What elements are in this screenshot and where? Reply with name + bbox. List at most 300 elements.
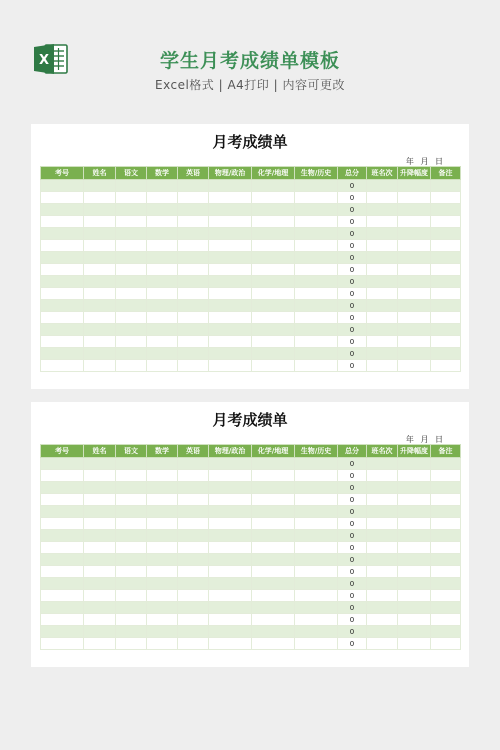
total-cell[interactable]: 0 — [338, 324, 367, 336]
table-cell[interactable] — [41, 324, 84, 336]
total-cell[interactable]: 0 — [338, 192, 367, 204]
table-cell[interactable] — [252, 240, 295, 252]
table-cell[interactable] — [116, 324, 147, 336]
table-cell[interactable] — [116, 602, 147, 614]
table-cell[interactable] — [209, 542, 252, 554]
table-cell[interactable] — [178, 240, 209, 252]
table-cell[interactable] — [295, 288, 338, 300]
table-cell[interactable] — [116, 336, 147, 348]
table-cell[interactable] — [116, 252, 147, 264]
table-cell[interactable] — [398, 192, 431, 204]
table-cell[interactable] — [431, 578, 461, 590]
table-cell[interactable] — [209, 518, 252, 530]
table-cell[interactable] — [84, 360, 116, 372]
table-cell[interactable] — [84, 518, 116, 530]
table-cell[interactable] — [116, 530, 147, 542]
table-cell[interactable] — [398, 494, 431, 506]
total-cell[interactable]: 0 — [338, 506, 367, 518]
table-cell[interactable] — [84, 590, 116, 602]
table-cell[interactable] — [252, 566, 295, 578]
table-cell[interactable] — [41, 494, 84, 506]
table-cell[interactable] — [252, 228, 295, 240]
table-cell[interactable] — [116, 626, 147, 638]
total-cell[interactable]: 0 — [338, 458, 367, 470]
table-cell[interactable] — [295, 614, 338, 626]
table-cell[interactable] — [147, 638, 178, 650]
table-cell[interactable] — [295, 300, 338, 312]
table-cell[interactable] — [178, 312, 209, 324]
table-cell[interactable] — [116, 300, 147, 312]
table-cell[interactable] — [84, 470, 116, 482]
table-cell[interactable] — [367, 360, 398, 372]
table-cell[interactable] — [41, 566, 84, 578]
table-cell[interactable] — [367, 542, 398, 554]
table-cell[interactable] — [41, 470, 84, 482]
table-cell[interactable] — [178, 578, 209, 590]
table-cell[interactable] — [431, 518, 461, 530]
table-cell[interactable] — [367, 312, 398, 324]
table-cell[interactable] — [252, 458, 295, 470]
table-cell[interactable] — [431, 602, 461, 614]
table-cell[interactable] — [209, 336, 252, 348]
table-cell[interactable] — [41, 240, 84, 252]
table-cell[interactable] — [147, 494, 178, 506]
table-cell[interactable] — [295, 276, 338, 288]
table-cell[interactable] — [178, 518, 209, 530]
table-cell[interactable] — [116, 506, 147, 518]
table-cell[interactable] — [431, 180, 461, 192]
table-cell[interactable] — [178, 360, 209, 372]
table-cell[interactable] — [252, 470, 295, 482]
table-cell[interactable] — [252, 288, 295, 300]
table-cell[interactable] — [209, 204, 252, 216]
table-cell[interactable] — [84, 336, 116, 348]
table-cell[interactable] — [252, 554, 295, 566]
table-cell[interactable] — [41, 336, 84, 348]
table-cell[interactable] — [147, 518, 178, 530]
table-cell[interactable] — [147, 614, 178, 626]
table-cell[interactable] — [398, 638, 431, 650]
table-cell[interactable] — [84, 614, 116, 626]
table-cell[interactable] — [252, 192, 295, 204]
table-cell[interactable] — [178, 542, 209, 554]
total-cell[interactable]: 0 — [338, 590, 367, 602]
table-cell[interactable] — [178, 626, 209, 638]
table-cell[interactable] — [147, 458, 178, 470]
table-cell[interactable] — [295, 360, 338, 372]
table-cell[interactable] — [252, 216, 295, 228]
table-cell[interactable] — [116, 458, 147, 470]
table-cell[interactable] — [252, 626, 295, 638]
table-cell[interactable] — [398, 324, 431, 336]
table-cell[interactable] — [209, 470, 252, 482]
table-cell[interactable] — [431, 614, 461, 626]
total-cell[interactable]: 0 — [338, 252, 367, 264]
table-cell[interactable] — [367, 506, 398, 518]
table-cell[interactable] — [295, 590, 338, 602]
table-cell[interactable] — [209, 626, 252, 638]
table-cell[interactable] — [209, 240, 252, 252]
table-cell[interactable] — [147, 240, 178, 252]
table-cell[interactable] — [252, 204, 295, 216]
table-cell[interactable] — [295, 252, 338, 264]
table-cell[interactable] — [367, 494, 398, 506]
table-cell[interactable] — [398, 614, 431, 626]
table-cell[interactable] — [295, 336, 338, 348]
table-cell[interactable] — [147, 470, 178, 482]
table-cell[interactable] — [398, 590, 431, 602]
total-cell[interactable]: 0 — [338, 348, 367, 360]
table-cell[interactable] — [209, 614, 252, 626]
table-cell[interactable] — [116, 566, 147, 578]
table-cell[interactable] — [178, 336, 209, 348]
table-cell[interactable] — [367, 518, 398, 530]
table-cell[interactable] — [367, 192, 398, 204]
table-cell[interactable] — [367, 590, 398, 602]
table-cell[interactable] — [178, 494, 209, 506]
total-cell[interactable]: 0 — [338, 578, 367, 590]
table-cell[interactable] — [431, 530, 461, 542]
table-cell[interactable] — [147, 276, 178, 288]
total-cell[interactable]: 0 — [338, 542, 367, 554]
table-cell[interactable] — [398, 542, 431, 554]
table-cell[interactable] — [252, 336, 295, 348]
table-cell[interactable] — [209, 494, 252, 506]
table-cell[interactable] — [147, 252, 178, 264]
table-cell[interactable] — [41, 288, 84, 300]
table-cell[interactable] — [431, 626, 461, 638]
table-cell[interactable] — [431, 264, 461, 276]
table-cell[interactable] — [431, 240, 461, 252]
table-cell[interactable] — [398, 300, 431, 312]
table-cell[interactable] — [178, 590, 209, 602]
table-cell[interactable] — [147, 566, 178, 578]
total-cell[interactable]: 0 — [338, 470, 367, 482]
table-cell[interactable] — [147, 324, 178, 336]
total-cell[interactable]: 0 — [338, 204, 367, 216]
table-cell[interactable] — [147, 336, 178, 348]
table-cell[interactable] — [367, 216, 398, 228]
table-cell[interactable] — [41, 518, 84, 530]
table-cell[interactable] — [209, 482, 252, 494]
table-cell[interactable] — [398, 312, 431, 324]
table-cell[interactable] — [398, 204, 431, 216]
total-cell[interactable]: 0 — [338, 264, 367, 276]
table-cell[interactable] — [209, 216, 252, 228]
table-cell[interactable] — [398, 482, 431, 494]
table-cell[interactable] — [178, 638, 209, 650]
table-cell[interactable] — [398, 252, 431, 264]
table-cell[interactable] — [178, 288, 209, 300]
table-cell[interactable] — [295, 602, 338, 614]
table-cell[interactable] — [252, 324, 295, 336]
total-cell[interactable]: 0 — [338, 240, 367, 252]
table-cell[interactable] — [367, 180, 398, 192]
table-cell[interactable] — [209, 530, 252, 542]
total-cell[interactable]: 0 — [338, 336, 367, 348]
table-cell[interactable] — [209, 264, 252, 276]
table-cell[interactable] — [116, 542, 147, 554]
table-cell[interactable] — [84, 638, 116, 650]
table-cell[interactable] — [398, 566, 431, 578]
table-cell[interactable] — [252, 590, 295, 602]
table-cell[interactable] — [178, 252, 209, 264]
total-cell[interactable]: 0 — [338, 626, 367, 638]
table-cell[interactable] — [252, 614, 295, 626]
table-cell[interactable] — [41, 578, 84, 590]
table-cell[interactable] — [367, 638, 398, 650]
table-cell[interactable] — [84, 566, 116, 578]
table-cell[interactable] — [431, 360, 461, 372]
table-cell[interactable] — [431, 312, 461, 324]
table-cell[interactable] — [41, 638, 84, 650]
table-cell[interactable] — [295, 482, 338, 494]
table-cell[interactable] — [398, 228, 431, 240]
total-cell[interactable]: 0 — [338, 494, 367, 506]
table-cell[interactable] — [209, 288, 252, 300]
table-cell[interactable] — [178, 216, 209, 228]
table-cell[interactable] — [398, 264, 431, 276]
table-cell[interactable] — [147, 530, 178, 542]
table-cell[interactable] — [367, 578, 398, 590]
table-cell[interactable] — [41, 348, 84, 360]
table-cell[interactable] — [147, 626, 178, 638]
table-cell[interactable] — [431, 324, 461, 336]
table-cell[interactable] — [147, 578, 178, 590]
table-cell[interactable] — [295, 506, 338, 518]
table-cell[interactable] — [116, 216, 147, 228]
table-cell[interactable] — [209, 228, 252, 240]
table-cell[interactable] — [116, 578, 147, 590]
table-cell[interactable] — [295, 216, 338, 228]
table-cell[interactable] — [367, 614, 398, 626]
table-cell[interactable] — [295, 204, 338, 216]
total-cell[interactable]: 0 — [338, 602, 367, 614]
table-cell[interactable] — [252, 506, 295, 518]
table-cell[interactable] — [84, 494, 116, 506]
table-cell[interactable] — [84, 180, 116, 192]
table-cell[interactable] — [84, 542, 116, 554]
table-cell[interactable] — [178, 204, 209, 216]
table-cell[interactable] — [295, 180, 338, 192]
table-cell[interactable] — [431, 506, 461, 518]
table-cell[interactable] — [147, 300, 178, 312]
table-cell[interactable] — [84, 348, 116, 360]
table-cell[interactable] — [116, 590, 147, 602]
table-cell[interactable] — [209, 566, 252, 578]
table-cell[interactable] — [367, 240, 398, 252]
table-cell[interactable] — [295, 228, 338, 240]
table-cell[interactable] — [367, 566, 398, 578]
table-cell[interactable] — [431, 554, 461, 566]
table-cell[interactable] — [41, 252, 84, 264]
table-cell[interactable] — [84, 578, 116, 590]
table-cell[interactable] — [367, 252, 398, 264]
total-cell[interactable]: 0 — [338, 554, 367, 566]
table-cell[interactable] — [252, 312, 295, 324]
table-cell[interactable] — [431, 252, 461, 264]
table-cell[interactable] — [209, 300, 252, 312]
table-cell[interactable] — [367, 458, 398, 470]
table-cell[interactable] — [84, 602, 116, 614]
table-cell[interactable] — [209, 312, 252, 324]
table-cell[interactable] — [147, 216, 178, 228]
table-cell[interactable] — [431, 228, 461, 240]
table-cell[interactable] — [367, 602, 398, 614]
table-cell[interactable] — [367, 204, 398, 216]
table-cell[interactable] — [252, 360, 295, 372]
table-cell[interactable] — [41, 204, 84, 216]
table-cell[interactable] — [295, 566, 338, 578]
table-cell[interactable] — [398, 518, 431, 530]
table-cell[interactable] — [398, 506, 431, 518]
table-cell[interactable] — [116, 482, 147, 494]
table-cell[interactable] — [178, 458, 209, 470]
total-cell[interactable]: 0 — [338, 300, 367, 312]
table-cell[interactable] — [431, 590, 461, 602]
table-cell[interactable] — [178, 614, 209, 626]
table-cell[interactable] — [431, 204, 461, 216]
table-cell[interactable] — [295, 518, 338, 530]
table-cell[interactable] — [209, 578, 252, 590]
table-cell[interactable] — [209, 324, 252, 336]
table-cell[interactable] — [84, 240, 116, 252]
table-cell[interactable] — [84, 192, 116, 204]
table-cell[interactable] — [147, 180, 178, 192]
table-cell[interactable] — [398, 288, 431, 300]
table-cell[interactable] — [367, 288, 398, 300]
table-cell[interactable] — [147, 288, 178, 300]
table-cell[interactable] — [252, 578, 295, 590]
table-cell[interactable] — [84, 530, 116, 542]
table-cell[interactable] — [116, 518, 147, 530]
table-cell[interactable] — [116, 180, 147, 192]
table-cell[interactable] — [252, 348, 295, 360]
table-cell[interactable] — [41, 626, 84, 638]
table-cell[interactable] — [252, 264, 295, 276]
table-cell[interactable] — [209, 180, 252, 192]
table-cell[interactable] — [209, 602, 252, 614]
table-cell[interactable] — [252, 518, 295, 530]
table-cell[interactable] — [209, 276, 252, 288]
table-cell[interactable] — [431, 300, 461, 312]
table-cell[interactable] — [367, 626, 398, 638]
table-cell[interactable] — [116, 614, 147, 626]
table-cell[interactable] — [41, 542, 84, 554]
total-cell[interactable]: 0 — [338, 216, 367, 228]
table-cell[interactable] — [84, 626, 116, 638]
table-cell[interactable] — [252, 252, 295, 264]
table-cell[interactable] — [209, 638, 252, 650]
table-cell[interactable] — [367, 336, 398, 348]
table-cell[interactable] — [84, 204, 116, 216]
table-cell[interactable] — [147, 590, 178, 602]
table-cell[interactable] — [295, 494, 338, 506]
table-cell[interactable] — [295, 470, 338, 482]
table-cell[interactable] — [295, 348, 338, 360]
total-cell[interactable]: 0 — [338, 276, 367, 288]
table-cell[interactable] — [178, 566, 209, 578]
table-cell[interactable] — [209, 458, 252, 470]
table-cell[interactable] — [367, 300, 398, 312]
table-cell[interactable] — [84, 288, 116, 300]
table-cell[interactable] — [84, 554, 116, 566]
table-cell[interactable] — [209, 348, 252, 360]
table-cell[interactable] — [41, 530, 84, 542]
table-cell[interactable] — [178, 228, 209, 240]
table-cell[interactable] — [84, 252, 116, 264]
table-cell[interactable] — [431, 458, 461, 470]
table-cell[interactable] — [367, 264, 398, 276]
table-cell[interactable] — [367, 470, 398, 482]
table-cell[interactable] — [84, 300, 116, 312]
table-cell[interactable] — [116, 360, 147, 372]
table-cell[interactable] — [178, 276, 209, 288]
table-cell[interactable] — [41, 312, 84, 324]
table-cell[interactable] — [84, 324, 116, 336]
table-cell[interactable] — [147, 192, 178, 204]
table-cell[interactable] — [398, 276, 431, 288]
table-cell[interactable] — [41, 228, 84, 240]
table-cell[interactable] — [147, 542, 178, 554]
table-cell[interactable] — [147, 228, 178, 240]
table-cell[interactable] — [116, 192, 147, 204]
table-cell[interactable] — [84, 228, 116, 240]
table-cell[interactable] — [209, 506, 252, 518]
table-cell[interactable] — [431, 470, 461, 482]
total-cell[interactable]: 0 — [338, 530, 367, 542]
table-cell[interactable] — [178, 324, 209, 336]
table-cell[interactable] — [398, 360, 431, 372]
table-cell[interactable] — [147, 204, 178, 216]
table-cell[interactable] — [84, 264, 116, 276]
table-cell[interactable] — [178, 482, 209, 494]
table-cell[interactable] — [209, 554, 252, 566]
table-cell[interactable] — [209, 590, 252, 602]
table-cell[interactable] — [398, 578, 431, 590]
total-cell[interactable]: 0 — [338, 312, 367, 324]
total-cell[interactable]: 0 — [338, 566, 367, 578]
table-cell[interactable] — [84, 506, 116, 518]
table-cell[interactable] — [147, 602, 178, 614]
table-cell[interactable] — [367, 554, 398, 566]
table-cell[interactable] — [252, 276, 295, 288]
table-cell[interactable] — [431, 288, 461, 300]
table-cell[interactable] — [209, 192, 252, 204]
total-cell[interactable]: 0 — [338, 482, 367, 494]
table-cell[interactable] — [295, 312, 338, 324]
table-cell[interactable] — [116, 348, 147, 360]
table-cell[interactable] — [147, 348, 178, 360]
table-cell[interactable] — [252, 638, 295, 650]
table-cell[interactable] — [41, 180, 84, 192]
table-cell[interactable] — [84, 458, 116, 470]
total-cell[interactable]: 0 — [338, 228, 367, 240]
table-cell[interactable] — [116, 638, 147, 650]
table-cell[interactable] — [41, 192, 84, 204]
table-cell[interactable] — [398, 216, 431, 228]
table-cell[interactable] — [41, 360, 84, 372]
table-cell[interactable] — [84, 482, 116, 494]
table-cell[interactable] — [41, 602, 84, 614]
table-cell[interactable] — [178, 602, 209, 614]
table-cell[interactable] — [41, 482, 84, 494]
table-cell[interactable] — [252, 530, 295, 542]
table-cell[interactable] — [295, 324, 338, 336]
table-cell[interactable] — [252, 494, 295, 506]
total-cell[interactable]: 0 — [338, 614, 367, 626]
table-cell[interactable] — [84, 276, 116, 288]
